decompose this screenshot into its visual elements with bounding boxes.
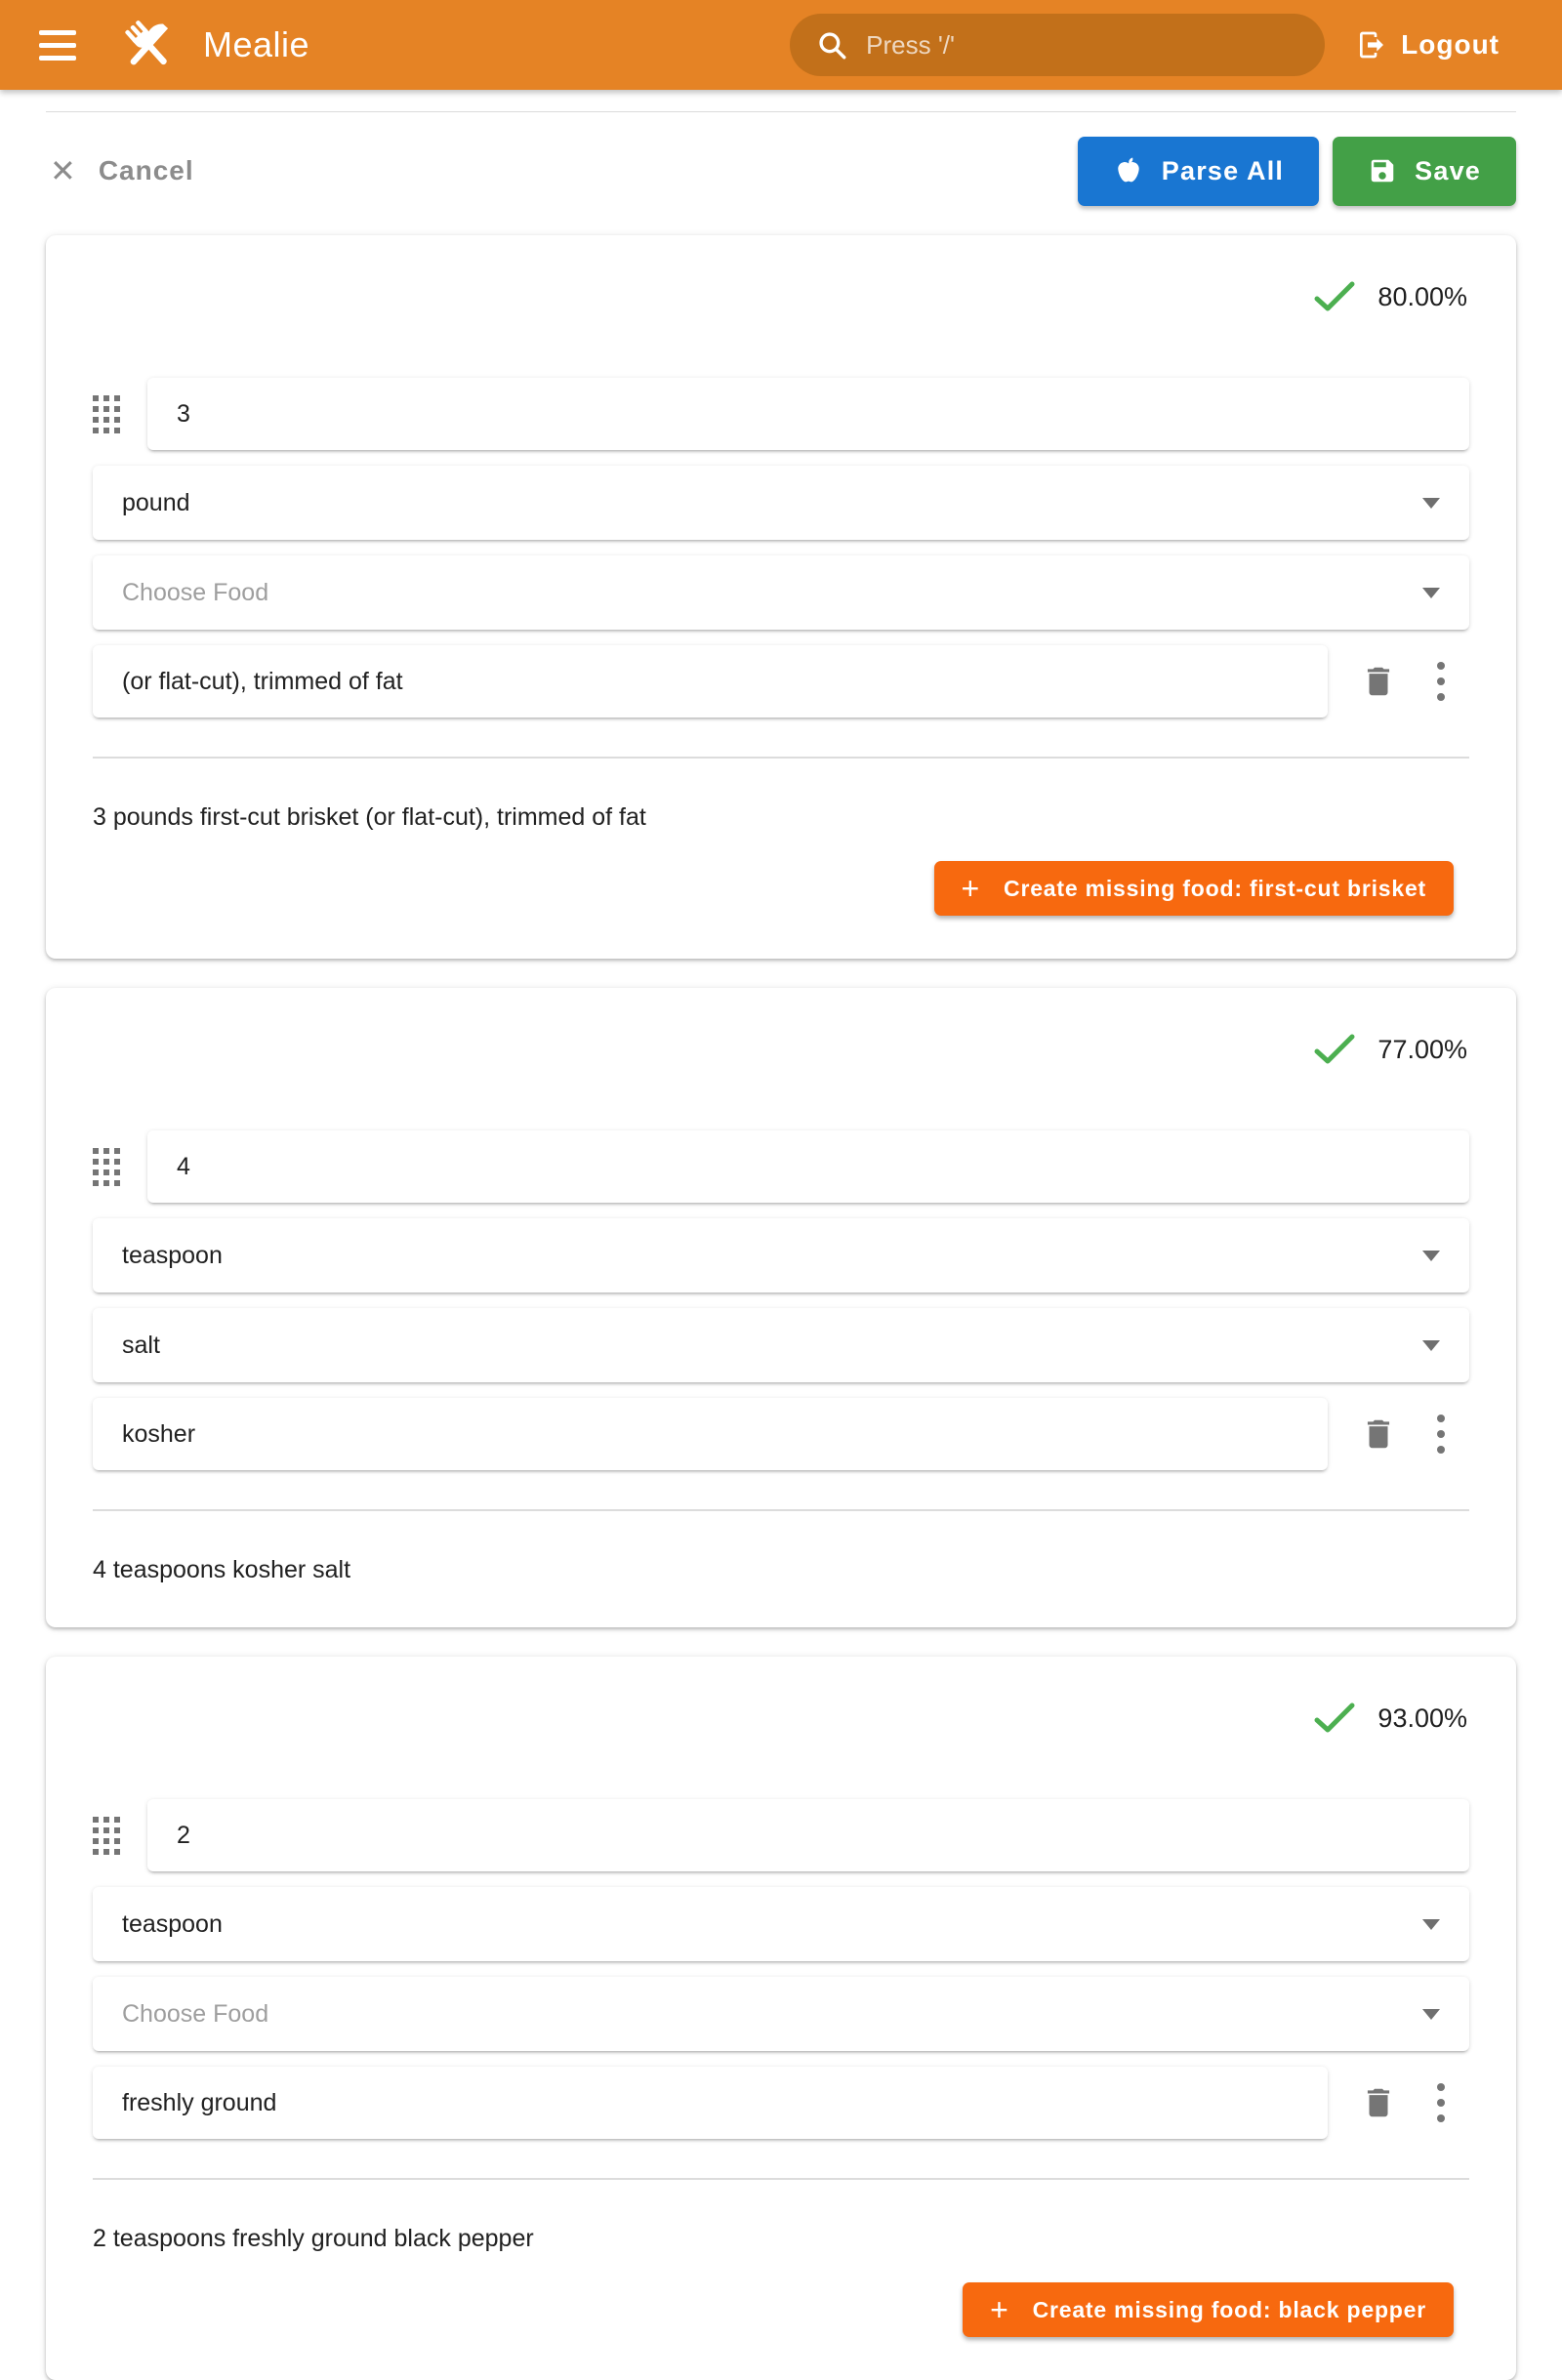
original-ingredient-text: 3 pounds first-cut brisket (or flat-cut), trimmed of fat	[93, 803, 646, 831]
confidence-row	[93, 1033, 1467, 1066]
check-icon	[1313, 280, 1356, 313]
food-select[interactable]: salt	[93, 1308, 1469, 1382]
quantity-input[interactable]	[147, 1799, 1469, 1871]
card-divider	[93, 757, 1469, 759]
ingredient-card	[46, 988, 1516, 1627]
plus-icon: +	[961, 870, 981, 906]
kebab-menu-icon[interactable]	[1421, 656, 1460, 707]
food-select[interactable]: Choose Food	[93, 555, 1469, 630]
note-input[interactable]	[93, 645, 1328, 718]
note-row	[93, 645, 1469, 718]
quantity-input[interactable]	[147, 378, 1469, 450]
chevron-down-icon	[1422, 1251, 1440, 1261]
food-select[interactable]: Choose Food	[93, 1977, 1469, 2051]
original-ingredient-text: 2 teaspoons freshly ground black pepper	[93, 2225, 534, 2252]
logout-button[interactable]: Logout	[1356, 29, 1527, 61]
confidence-value: 77.00%	[1377, 1034, 1467, 1064]
header-divider	[46, 111, 1516, 112]
kebab-menu-icon[interactable]	[1421, 2077, 1460, 2128]
close-icon: ✕	[50, 153, 77, 188]
search-input[interactable]	[790, 14, 1325, 76]
create-missing-food-button[interactable]: + Create missing food: black pepper	[963, 2282, 1454, 2337]
quantity-input[interactable]	[147, 1130, 1469, 1203]
delete-button[interactable]	[1355, 658, 1402, 705]
unit-select[interactable]: teaspoon	[93, 1887, 1469, 1961]
delete-button[interactable]	[1355, 1411, 1402, 1457]
cancel-button[interactable]: ✕ Cancel	[50, 153, 194, 188]
ingredient-card	[46, 235, 1516, 959]
quantity-row	[93, 1799, 1469, 1871]
save-icon	[1368, 156, 1397, 185]
parser-toolbar	[46, 136, 1516, 206]
menu-icon[interactable]	[39, 30, 76, 61]
mealie-logo-icon	[117, 14, 180, 76]
plus-icon: +	[990, 2291, 1009, 2327]
check-icon	[1313, 1702, 1356, 1735]
delete-button[interactable]	[1355, 2079, 1402, 2126]
confidence-value: 80.00%	[1377, 281, 1467, 311]
apple-icon	[1113, 155, 1144, 186]
quantity-row	[93, 378, 1469, 450]
note-row	[93, 1398, 1469, 1470]
app-title: Mealie	[203, 24, 310, 64]
chevron-down-icon	[1422, 2009, 1440, 2020]
note-input[interactable]	[93, 2067, 1328, 2139]
unit-select[interactable]: pound	[93, 466, 1469, 540]
app-header	[0, 0, 1562, 90]
create-missing-food-button[interactable]: + Create missing food: first-cut brisket	[934, 861, 1454, 916]
unit-select[interactable]: teaspoon	[93, 1218, 1469, 1293]
save-button[interactable]: Save	[1333, 137, 1516, 206]
chevron-down-icon	[1422, 498, 1440, 509]
logout-icon	[1356, 29, 1387, 61]
original-ingredient-text: 4 teaspoons kosher salt	[93, 1556, 351, 1583]
parse-all-button[interactable]: Parse All	[1078, 137, 1319, 206]
check-icon	[1313, 1033, 1356, 1066]
card-divider	[93, 2178, 1469, 2180]
chevron-down-icon	[1422, 1919, 1440, 1930]
kebab-menu-icon[interactable]	[1421, 1409, 1460, 1459]
drag-handle-icon[interactable]	[93, 1817, 120, 1855]
search-placeholder: Press '/'	[866, 29, 955, 60]
note-row	[93, 2067, 1469, 2139]
confidence-row	[93, 1702, 1467, 1735]
confidence-value: 93.00%	[1377, 1703, 1467, 1733]
confidence-row	[93, 280, 1467, 313]
quantity-row	[93, 1130, 1469, 1203]
chevron-down-icon	[1422, 1340, 1440, 1351]
chevron-down-icon	[1422, 588, 1440, 598]
ingredient-card	[46, 1657, 1516, 2380]
drag-handle-icon[interactable]	[93, 395, 120, 433]
search-icon	[815, 28, 848, 62]
card-divider	[93, 1509, 1469, 1511]
ingredient-parser-page	[0, 111, 1562, 2380]
drag-handle-icon[interactable]	[93, 1148, 120, 1186]
note-input[interactable]	[93, 1398, 1328, 1470]
